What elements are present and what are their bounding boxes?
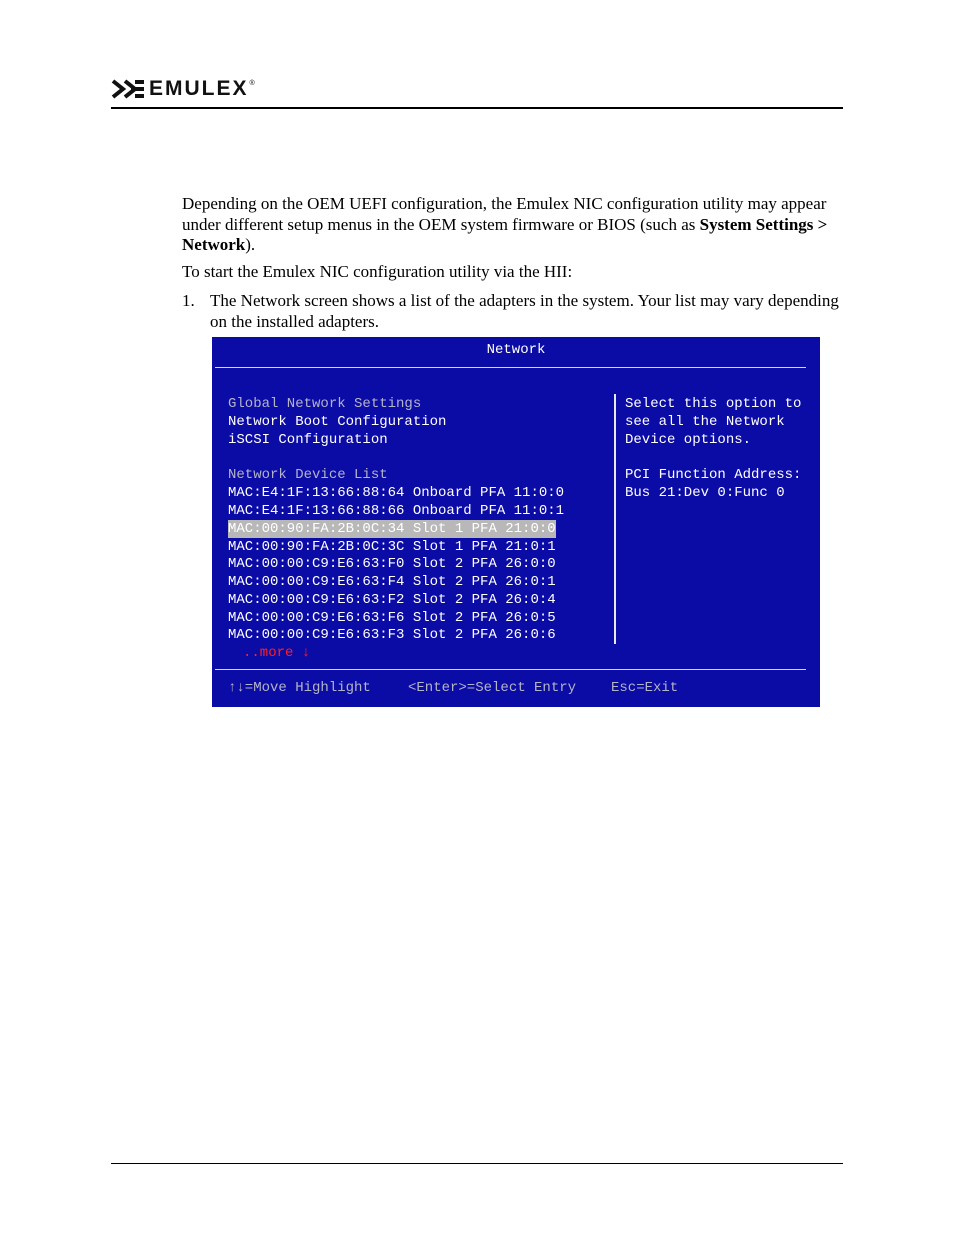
menu-global-network-settings[interactable]: Global Network Settings [228, 396, 422, 412]
device-list-header: Network Device List [228, 467, 388, 483]
panel-divider [614, 394, 616, 644]
logo-trademark: ® [249, 80, 255, 87]
footer-divider [215, 669, 806, 670]
network-screen [212, 337, 820, 707]
more-indicator[interactable]: ..more ↓ [243, 645, 311, 661]
emulex-logo-icon [111, 78, 145, 100]
footer-select-entry: <Enter>=Select Entry [408, 680, 577, 696]
device-item[interactable]: MAC:00:00:C9:E6:63:F3 Slot 2 PFA 26:0:6 [228, 627, 556, 643]
help-text-line: see all the Network [625, 414, 785, 430]
device-item[interactable]: MAC:00:00:C9:E6:63:F0 Slot 2 PFA 26:0:0 [228, 556, 556, 572]
title-divider [215, 367, 806, 368]
footer-rule [111, 1163, 843, 1164]
logo-wordmark: EMULEX [149, 77, 249, 100]
header-rule [111, 107, 843, 109]
help-text-line: Bus 21:Dev 0:Func 0 [625, 485, 785, 501]
intro-paragraph: Depending on the OEM UEFI configuration, the Emulex NIC configuration utility may appear under different setup menus in the OEM system firmware or BIOS (such as System Settings > Network). [182, 194, 828, 254]
device-item[interactable]: MAC:00:00:C9:E6:63:F6 Slot 2 PFA 26:0:5 [228, 610, 556, 626]
footer-exit: Esc=Exit [611, 680, 679, 696]
help-text-line: Select this option to [625, 396, 802, 412]
instruction-paragraph: To start the Emulex NIC configuration utility via the HII: [182, 262, 573, 281]
menu-path: System Settings > Network [182, 214, 828, 254]
menu-network-boot-configuration[interactable]: Network Boot Configuration [228, 414, 447, 430]
device-item-selected[interactable]: MAC:00:90:FA:2B:0C:34 Slot 1 PFA 21:0:0 [228, 521, 556, 537]
device-item[interactable]: MAC:00:00:C9:E6:63:F4 Slot 2 PFA 26:0:1 [228, 574, 556, 590]
device-item[interactable]: MAC:00:00:C9:E6:63:F2 Slot 2 PFA 26:0:4 [228, 592, 556, 608]
help-text-line: PCI Function Address: [625, 467, 802, 483]
screen-title: Network [486, 342, 546, 358]
step-text: The Network screen shows a list of the adapters in the system. Your list may vary depending on the installed adapters. [210, 291, 839, 331]
menu-iscsi-configuration[interactable]: iSCSI Configuration [228, 432, 388, 448]
emulex-logo [111, 78, 255, 100]
device-item[interactable]: MAC:E4:1F:13:66:88:66 Onboard PFA 11:0:1 [228, 503, 565, 519]
step-number: 1. [182, 291, 195, 310]
help-text-line: Device options. [625, 432, 752, 448]
device-item[interactable]: MAC:E4:1F:13:66:88:64 Onboard PFA 11:0:0 [228, 485, 565, 501]
device-item[interactable]: MAC:00:90:FA:2B:0C:3C Slot 1 PFA 21:0:1 [228, 539, 556, 555]
footer-move-highlight: ↑↓=Move Highlight [228, 680, 371, 696]
